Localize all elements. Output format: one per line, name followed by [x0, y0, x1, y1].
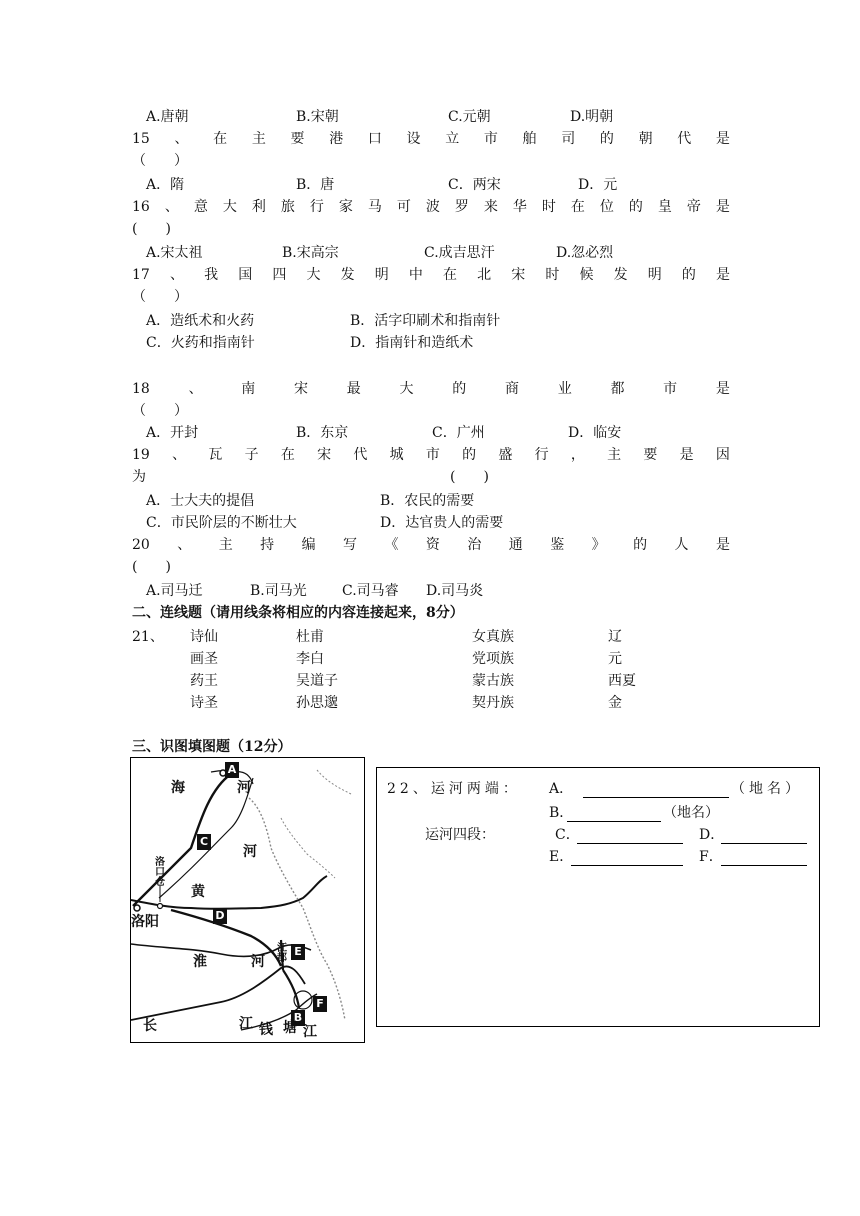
- stem-char: 是: [715, 537, 730, 553]
- stem-char: 15: [132, 131, 150, 147]
- stem-char: 、: [169, 267, 184, 283]
- point-f: F: [313, 996, 327, 1012]
- stem-char: 17: [132, 267, 150, 283]
- q22-d-blank[interactable]: [721, 828, 807, 844]
- stem-char: 持: [260, 537, 275, 553]
- q17-answer-paren: （ ）: [132, 289, 188, 305]
- stem-char: 华: [512, 199, 527, 215]
- q22-stem: 22、运河两端：: [387, 781, 521, 797]
- stem-char: 的: [599, 131, 614, 147]
- stem-char: 、: [164, 199, 179, 215]
- stem-char: 家: [338, 199, 353, 215]
- q22-segments-label: 运河四段：: [425, 827, 495, 843]
- q19-stem: [132, 446, 730, 464]
- stem-char: 写: [343, 537, 358, 553]
- stem-char: 要: [290, 131, 305, 147]
- stem-char: 意: [193, 199, 208, 215]
- stem-char: 市: [663, 381, 678, 397]
- q20-option-c: C.司马睿: [342, 583, 399, 599]
- stem-char: 的: [628, 199, 643, 215]
- q19-option-c: C．市民阶层的不断壮大: [146, 515, 297, 531]
- q15-stem: [132, 130, 730, 148]
- stem-char: 主: [607, 447, 622, 463]
- point-a: A: [225, 762, 239, 778]
- stem-char: 皇: [657, 199, 672, 215]
- stem-char: 盛: [498, 447, 513, 463]
- stem-char: 北: [477, 267, 492, 283]
- q21-people-item[interactable]: 蒙古族: [472, 673, 514, 689]
- q18-option-b: B．东京: [296, 425, 349, 441]
- q14-option-d: D.明朝: [570, 109, 614, 125]
- q21-dynasty-item[interactable]: 西夏: [608, 673, 636, 689]
- q18-option-c: C．广州: [432, 425, 485, 441]
- q21-name-item[interactable]: 李白: [296, 651, 324, 667]
- stem-char: 帝: [686, 199, 701, 215]
- q19-option-d: D．达官贵人的需要: [380, 515, 504, 531]
- stem-char: 四: [272, 267, 287, 283]
- q16-option-b: B.宋高宗: [282, 245, 339, 261]
- stem-char: 的: [681, 267, 696, 283]
- q21-number: 21、: [132, 629, 164, 645]
- q20-answer-paren: ( ): [132, 559, 171, 575]
- stem-char: 主: [218, 537, 233, 553]
- stem-char: 20: [132, 537, 150, 553]
- stem-char: 都: [610, 381, 625, 397]
- stem-char: 来: [483, 199, 498, 215]
- stem-char: 中: [408, 267, 423, 283]
- stem-char: 代: [677, 131, 692, 147]
- stem-char: 因: [715, 447, 730, 463]
- q17-option-d: D．指南针和造纸术: [350, 335, 474, 351]
- stem-char: 港: [329, 131, 344, 147]
- stem-char: 是: [715, 199, 730, 215]
- q21-title-item[interactable]: 诗仙: [190, 629, 218, 645]
- q21-people-item[interactable]: 女真族: [472, 629, 514, 645]
- q18-option-d: D．临安: [568, 425, 622, 441]
- q20-option-a: A.司马迁: [146, 583, 203, 599]
- q15-option-b: B．唐: [296, 177, 335, 193]
- stem-char: 要: [643, 447, 658, 463]
- stem-char: 在: [213, 131, 228, 147]
- stem-char: 最: [346, 381, 361, 397]
- q19-option-a: A．士大夫的提倡: [146, 493, 255, 509]
- coastline-inner: [281, 818, 335, 878]
- stem-char: 可: [396, 199, 411, 215]
- luokou-marker: [158, 904, 163, 909]
- q22-f-label: F．: [699, 849, 723, 865]
- q17-option-b: B．活字印刷术和指南针: [350, 313, 501, 329]
- q22-answer-box: [376, 767, 820, 1027]
- stem-char: 宋: [294, 381, 309, 397]
- stem-char: 编: [301, 537, 316, 553]
- q15-option-d: D．元: [578, 177, 618, 193]
- stem-char: 瓦: [208, 447, 223, 463]
- stem-char: 罗: [454, 199, 469, 215]
- point-d: D: [213, 908, 227, 924]
- stem-char: 朝: [638, 131, 653, 147]
- stem-char: 市: [483, 131, 498, 147]
- stem-char: 鉴: [550, 537, 565, 553]
- q18-option-a: A．开封: [146, 425, 199, 441]
- peninsula: [317, 770, 351, 794]
- map-drawing: [131, 758, 364, 1042]
- stem-char: 业: [557, 381, 572, 397]
- label-huai: 淮: [193, 954, 207, 970]
- stem-char: 设: [406, 131, 421, 147]
- stem-char: 时: [545, 267, 560, 283]
- stem-char: 在: [280, 447, 295, 463]
- q22-b-suffix: （地名）: [663, 805, 719, 821]
- q16-answer-paren: ( ): [132, 221, 171, 237]
- stem-char: 在: [570, 199, 585, 215]
- q20-option-b: B.司马光: [250, 583, 307, 599]
- stem-char: 的: [633, 537, 648, 553]
- q17-stem: [132, 266, 730, 284]
- q18-stem: [132, 380, 730, 398]
- stem-char: 波: [425, 199, 440, 215]
- canal-jiangnan: [283, 970, 299, 1008]
- label-qian: 钱: [259, 1022, 273, 1038]
- stem-char: 是: [715, 131, 730, 147]
- q15-option-c: C．两宋: [448, 177, 501, 193]
- q15-answer-paren: （ ）: [132, 153, 188, 169]
- stem-char: 口: [367, 131, 382, 147]
- stem-char: 旅: [280, 199, 295, 215]
- stem-char: 是: [715, 381, 730, 397]
- q21-name-item[interactable]: 孙思邈: [296, 695, 338, 711]
- stem-char: 通: [508, 537, 523, 553]
- coastline: [249, 798, 345, 1020]
- stem-char: 治: [467, 537, 482, 553]
- label-chang: 长: [143, 1018, 157, 1034]
- stem-char: 国: [238, 267, 253, 283]
- stem-char: 马: [367, 199, 382, 215]
- label-huang-he: 河: [243, 844, 257, 860]
- label-huai-he: 河: [251, 954, 265, 970]
- stem-char: 在: [442, 267, 457, 283]
- q22-c-label: C．: [555, 827, 580, 843]
- stem-char: 时: [541, 199, 556, 215]
- q21-dynasty-item[interactable]: 元: [608, 651, 622, 667]
- stem-char: 候: [579, 267, 594, 283]
- stem-char: 、: [172, 447, 187, 463]
- stem-char: 、: [177, 537, 192, 553]
- stem-char: 19: [132, 447, 150, 463]
- q21-title-item[interactable]: 诗圣: [190, 695, 218, 711]
- stem-char: 、: [188, 381, 203, 397]
- stem-char: 明: [647, 267, 662, 283]
- stem-char: 市: [425, 447, 440, 463]
- q14-option-a: A.唐朝: [146, 109, 189, 125]
- q22-b-label: B．: [549, 805, 574, 821]
- q18-answer-paren: （ ）: [132, 403, 188, 419]
- stem-char: 18: [132, 381, 150, 397]
- stem-char: 明: [374, 267, 389, 283]
- stem-char: 16: [132, 199, 150, 215]
- grand-canal-map: [130, 757, 365, 1043]
- q19-stem-line2: 为: [132, 469, 146, 485]
- stem-char: 南: [241, 381, 256, 397]
- stem-char: 行: [309, 199, 324, 215]
- q22-e-label: E．: [549, 849, 574, 865]
- stem-char: 、: [174, 131, 189, 147]
- label-jiang: 江: [239, 1016, 253, 1032]
- stem-char: 的: [462, 447, 477, 463]
- stem-char: 是: [715, 267, 730, 283]
- point-c: C: [197, 834, 211, 850]
- section-2-title: 二、连线题（请用线条将相应的内容连接起来，8分）: [132, 605, 464, 621]
- stem-char: 舶: [522, 131, 537, 147]
- q19-option-b: B．农民的需要: [380, 493, 475, 509]
- stem-char: 大: [306, 267, 321, 283]
- stem-char: 是: [679, 447, 694, 463]
- stem-char: 资: [425, 537, 440, 553]
- stem-char: 子: [244, 447, 259, 463]
- label-jiangdu: 江都: [277, 943, 287, 964]
- stem-char: 代: [353, 447, 368, 463]
- q22-a-blank[interactable]: [583, 782, 729, 798]
- q21-people-item[interactable]: 党项族: [472, 651, 514, 667]
- q22-f-blank[interactable]: [721, 850, 807, 866]
- stem-char: 我: [204, 267, 219, 283]
- q22-a-suffix: （地名）: [731, 781, 803, 797]
- stem-char: 的: [452, 381, 467, 397]
- q17-option-a: A．造纸术和火药: [146, 313, 255, 329]
- stem-char: 发: [613, 267, 628, 283]
- q22-e-blank[interactable]: [571, 850, 683, 866]
- stem-char: 商: [504, 381, 519, 397]
- label-tang: 塘: [283, 1020, 297, 1036]
- label-huang: 黄: [191, 884, 205, 900]
- section-3-title: 三、识图填图题（12分）: [132, 739, 292, 755]
- yangtze-river: [131, 966, 305, 1020]
- q21-people-item[interactable]: 契丹族: [472, 695, 514, 711]
- stem-char: ，: [570, 447, 585, 463]
- q21-dynasty-item[interactable]: 金: [608, 695, 622, 711]
- label-hai-he: 河: [237, 780, 251, 796]
- q19-answer-paren: ( ): [450, 469, 489, 485]
- q16-stem: [132, 198, 730, 216]
- stem-char: 利: [251, 199, 266, 215]
- stem-char: 《: [384, 537, 399, 553]
- q21-title-item[interactable]: 画圣: [190, 651, 218, 667]
- q14-option-c: C.元朝: [448, 109, 491, 125]
- stem-char: 主: [251, 131, 266, 147]
- label-luoyang: 洛阳: [131, 914, 159, 930]
- point-b: B: [291, 1010, 305, 1026]
- stem-char: 大: [399, 381, 414, 397]
- q21-name-item[interactable]: 吴道子: [296, 673, 338, 689]
- stem-char: 》: [591, 537, 606, 553]
- label-luokou-granary: 洛口仓: [155, 857, 165, 888]
- q21-name-item[interactable]: 杜甫: [296, 629, 324, 645]
- stem-char: 位: [599, 199, 614, 215]
- q20-stem: [132, 536, 730, 554]
- q21-dynasty-item[interactable]: 辽: [608, 629, 622, 645]
- point-e: E: [291, 944, 305, 960]
- q16-option-d: D.忽必烈: [556, 245, 614, 261]
- stem-char: 宋: [511, 267, 526, 283]
- q22-d-label: D．: [699, 827, 725, 843]
- q22-a-label: A．: [549, 781, 574, 797]
- stem-char: 行: [534, 447, 549, 463]
- stem-char: 人: [674, 537, 689, 553]
- q16-option-a: A.宋太祖: [146, 245, 203, 261]
- stem-char: 城: [389, 447, 404, 463]
- q14-option-b: B.宋朝: [296, 109, 339, 125]
- stem-char: 发: [340, 267, 355, 283]
- q17-option-c: C．火药和指南针: [146, 335, 255, 351]
- label-qiantang-jiang: 江: [303, 1024, 317, 1040]
- q16-option-c: C.成吉思汗: [424, 245, 495, 261]
- stem-char: 宋: [317, 447, 332, 463]
- q21-title-item[interactable]: 药王: [190, 673, 218, 689]
- stem-char: 大: [222, 199, 237, 215]
- luoyang-marker: [134, 905, 140, 911]
- q22-b-blank[interactable]: [567, 806, 661, 822]
- q15-option-a: A．隋: [146, 177, 185, 193]
- q22-c-blank[interactable]: [577, 828, 683, 844]
- stem-char: 立: [445, 131, 460, 147]
- q20-option-d: D.司马炎: [426, 583, 484, 599]
- stem-char: 司: [561, 131, 576, 147]
- label-hai: 海: [171, 780, 185, 796]
